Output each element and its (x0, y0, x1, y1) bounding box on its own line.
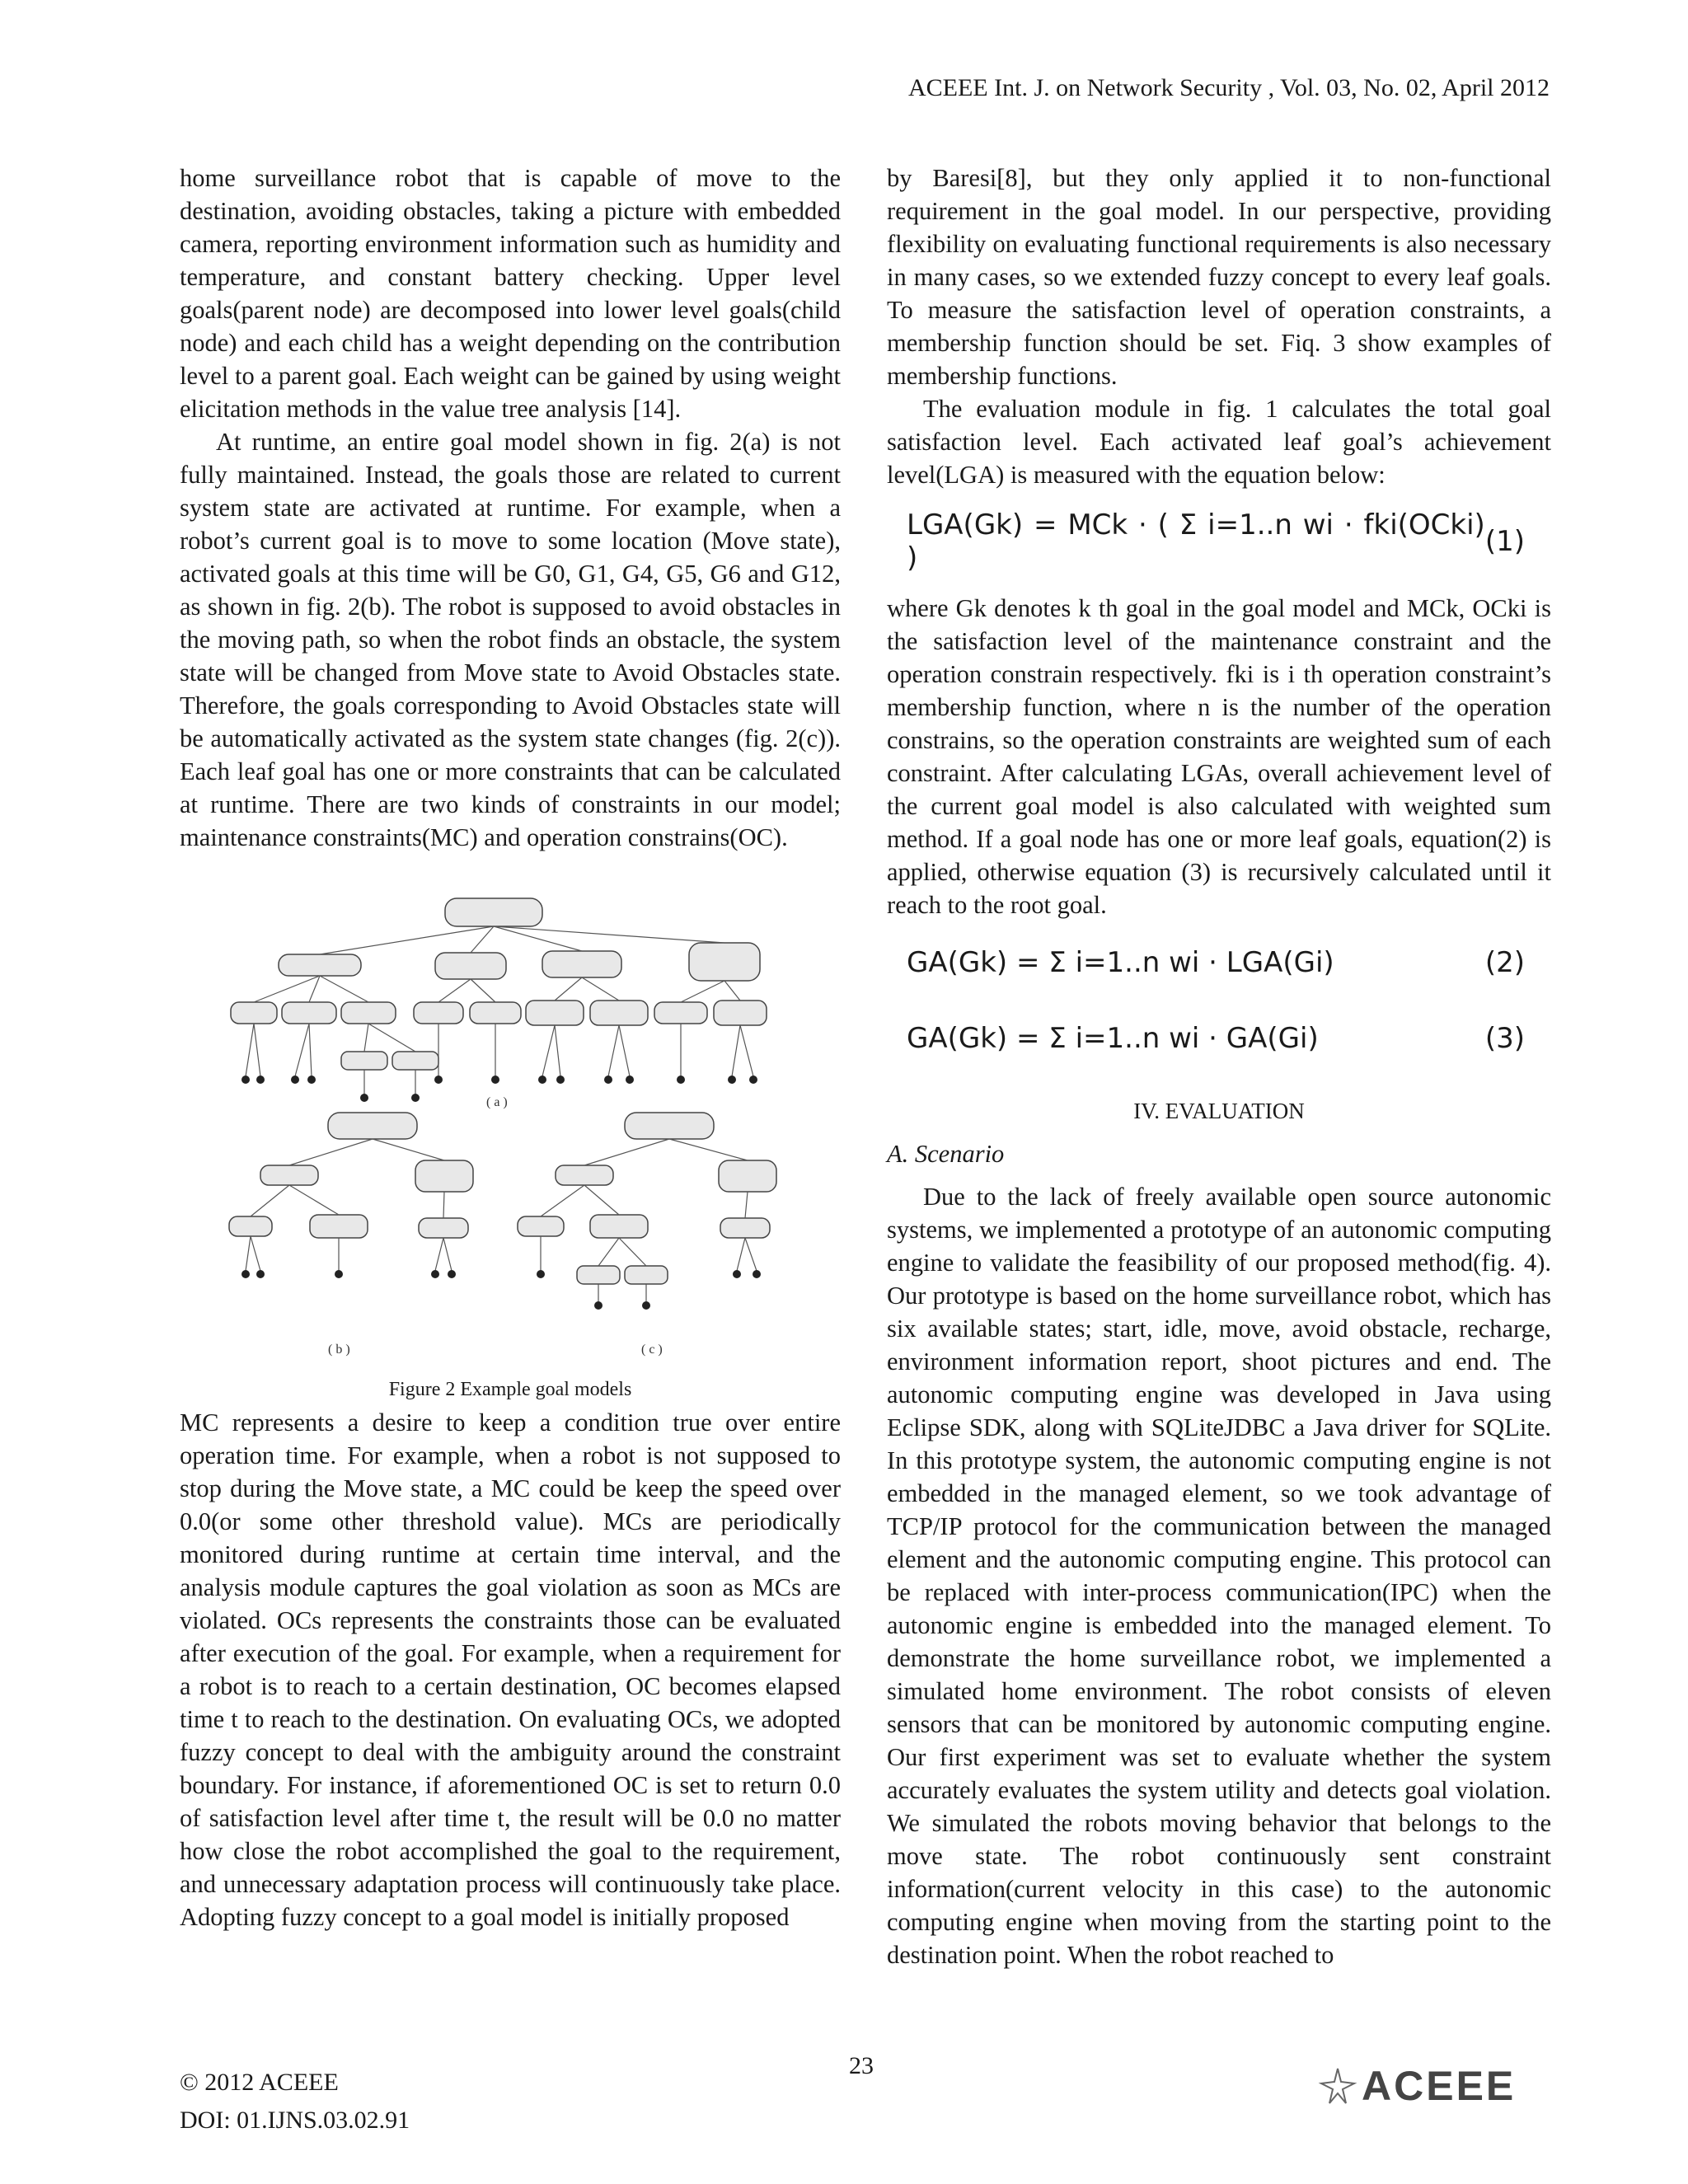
equation-3 (907, 1004, 1543, 1073)
goal-node (526, 1001, 584, 1025)
goal-node (414, 1002, 463, 1024)
goal-node (590, 1215, 648, 1238)
equation-1 (907, 498, 1543, 585)
equation-body: LGA(Gk) = MCk · ( Σ i=1..n wi · fki(OCki) ) (907, 509, 1485, 574)
equation-number: (1) (1484, 525, 1525, 558)
footer (180, 2064, 410, 2139)
goal-node (282, 1002, 336, 1024)
fig-label-b: ( b ) (328, 1343, 350, 1357)
goal-node (625, 1266, 668, 1284)
logo-text: ACEEE (1362, 2063, 1517, 2109)
goal-node (260, 1165, 318, 1185)
goal-node (229, 1216, 272, 1236)
goal-node (720, 1218, 770, 1238)
paragraph: where Gk denotes k th goal in the goal model and MCk, OCki is the satisfaction level of the maintenance constraint and the operation constrain respectively. fki is i th operation constraint’s membership function, where n is the number of the operation constrains, so the operation constraints are weighted sum of each constraint. After calculating LGAs, overall achievement level of the current goal model is also calculated with weighted sum method. If a goal node has one or more leaf goals, equation(2) is applied, otherwise equation (3) is recursively calculated until it reach to the root goal. (887, 594, 1551, 919)
goal-node (341, 1002, 396, 1024)
goal-node (392, 1052, 438, 1070)
goal-node (590, 1001, 648, 1025)
aceee-logo (1317, 2060, 1550, 2110)
goal-node (435, 953, 506, 979)
goal-node (419, 1218, 468, 1238)
goal-node (625, 1113, 714, 1139)
journal-header: ACEEE Int. J. on Network Security , Vol. 03, No. 02, April 2012 (907, 74, 1550, 101)
equation-2 (907, 928, 1543, 997)
fig-label-c: ( c ) (641, 1343, 663, 1357)
page-number: 23 (849, 2052, 874, 2079)
goal-model-diagram (180, 890, 841, 1368)
goal-node (445, 898, 542, 926)
goal-node (231, 1002, 277, 1024)
goal-node (310, 1215, 368, 1238)
right-column (887, 162, 1551, 1971)
fig-label-a: ( a ) (486, 1095, 508, 1109)
goal-node (556, 1165, 613, 1185)
paragraph: home surveillance robot that is capable of move to the destination, avoiding obstacles, taking a picture with embedded camera, reporting environment information such as humidity and temperature, and constant battery checking. Upper level goals(parent node) are decomposed into lower level goals(child node) and each child has a weight depending on the contribution level to a parent goal. Each weight can be gained by using weight elicitation methods in the value tree analysis [14]. (180, 164, 841, 423)
paragraph: MC represents a desire to keep a condition true over entire operation time. For example, when a robot is not supposed to stop during the Move state, a MC could be keep the speed over 0.0(or some other threshold value). MCs are periodically monitored during runtime at certain time interval, and the analysis module captures the goal violation as soon as MCs are violated. OCs represents the constraints those can be evaluated after execution of the goal. For example, when a requirement for a robot is to reach to a certain destination, OC becomes elapsed time t to reach to the destination. On evaluating OCs, we adopted fuzzy concept to deal with the ambiguity around the constraint boundary. For instance, if aforementioned OC is set to return 0.0 of satisfaction level after time t, the result will be 0.0 no matter how close the robot accomplished the goal to the requirement, and unnecessary adaptation process will continuously take place. Adopting fuzzy concept to a goal model is initially proposed (180, 1408, 841, 1931)
paragraph: The evaluation module in fig. 1 calculates the total goal satisfaction level. Each activated leaf goal’s achievement level(LGA) is measured with the equation below: (887, 395, 1551, 489)
goal-node (654, 1002, 707, 1024)
figure-caption: Figure 2 Example goal models (388, 1379, 632, 1400)
copyright: © 2012 ACEEE (180, 2069, 339, 2096)
goal-node (719, 1160, 776, 1192)
paragraph: At runtime, an entire goal model shown in fig. 2(a) is not fully maintained. Instead, the goals those are related to current system state are activated at runtime. For example, when a robot’s current goal is to move to some location (Move state), activated goals at this time will be G0, G1, G4, G5, G6 and G12, as shown in fig. 2(b). The robot is supposed to avoid obstacles in the moving path, so when the robot finds an obstacle, the system state will be changed from Move state to Avoid Obstacles state. Therefore, the goals corresponding to Avoid Obstacles state will be automatically activated as the system state changes (fig. 2(c)). Each leaf goal has one or more constraints that can be calculated at runtime. There are two kinds of constraints in our model; maintenance constraints(MC) and operation constrains(OC). (180, 428, 841, 851)
doi: DOI: 01.IJNS.03.02.91 (180, 2107, 410, 2134)
subsection-heading: A. Scenario (887, 1140, 1005, 1168)
left-column (180, 162, 841, 1933)
goal-node (689, 943, 760, 981)
paragraph: by Baresi[8], but they only applied it to non-functional requirement in the goal model. In our perspective, providing flexibility on evaluating functional requirements is also necessary in many cases, so we extended fuzzy concept to every leaf goals. To measure the satisfaction level of operation constraints, a membership function should be set. Fiq. 3 show examples of membership functions. (887, 164, 1551, 390)
goal-node (542, 951, 621, 977)
figure-2-goal-models (180, 890, 841, 1368)
goal-node (714, 1001, 767, 1025)
star-logo-icon (1317, 2060, 1358, 2110)
goal-node (470, 1002, 521, 1024)
goal-node (328, 1113, 417, 1139)
goal-node (415, 1160, 473, 1192)
section-heading: IV. EVALUATION (1133, 1099, 1305, 1123)
goal-node (518, 1216, 564, 1236)
goal-node (577, 1266, 620, 1284)
equation-number: (2) (1484, 946, 1525, 979)
paragraph: Due to the lack of freely available open source autonomic systems, we implemented a prototype of an autonomic computing engine to validate the feasibility of our proposed method(fig. 4). Our prototype is based on the home surveillance robot, which has six available states; start, idle, move, avoid obstacle, recharge, environment information report, shoot pictures and end. The autonomic computing engine was developed in Java using Eclipse SDK, along with SQLiteJDBC a Java driver for SQLite. In this prototype system, the autonomic computing engine is not embedded in the managed element, so we took advantage of TCP/IP protocol for the communication between the managed element and the autonomic computing engine. This protocol can be replaced with inter-process communication(IPC) when the autonomic engine is embedded into the managed element. To demonstrate the home surveillance robot, we implemented a simulated home environment. The robot consists of eleven sensors that can be monitored by autonomic computing engine. Our first experiment was set to evaluate whether the system accurately evaluates the system utility and detects goal violation. We simulated the robots moving behavior that belongs to the move state. The robot continuously sent constraint information(current velocity in this case) to the autonomic computing engine when moving from the starting point to the destination point. When the robot reached to (887, 1183, 1551, 1969)
goal-node (279, 954, 361, 976)
goal-node (341, 1052, 387, 1070)
equation-body: GA(Gk) = Σ i=1..n wi · LGA(Gi) (907, 946, 1334, 979)
equation-body: GA(Gk) = Σ i=1..n wi · GA(Gi) (907, 1022, 1319, 1055)
equation-number: (3) (1484, 1022, 1525, 1055)
